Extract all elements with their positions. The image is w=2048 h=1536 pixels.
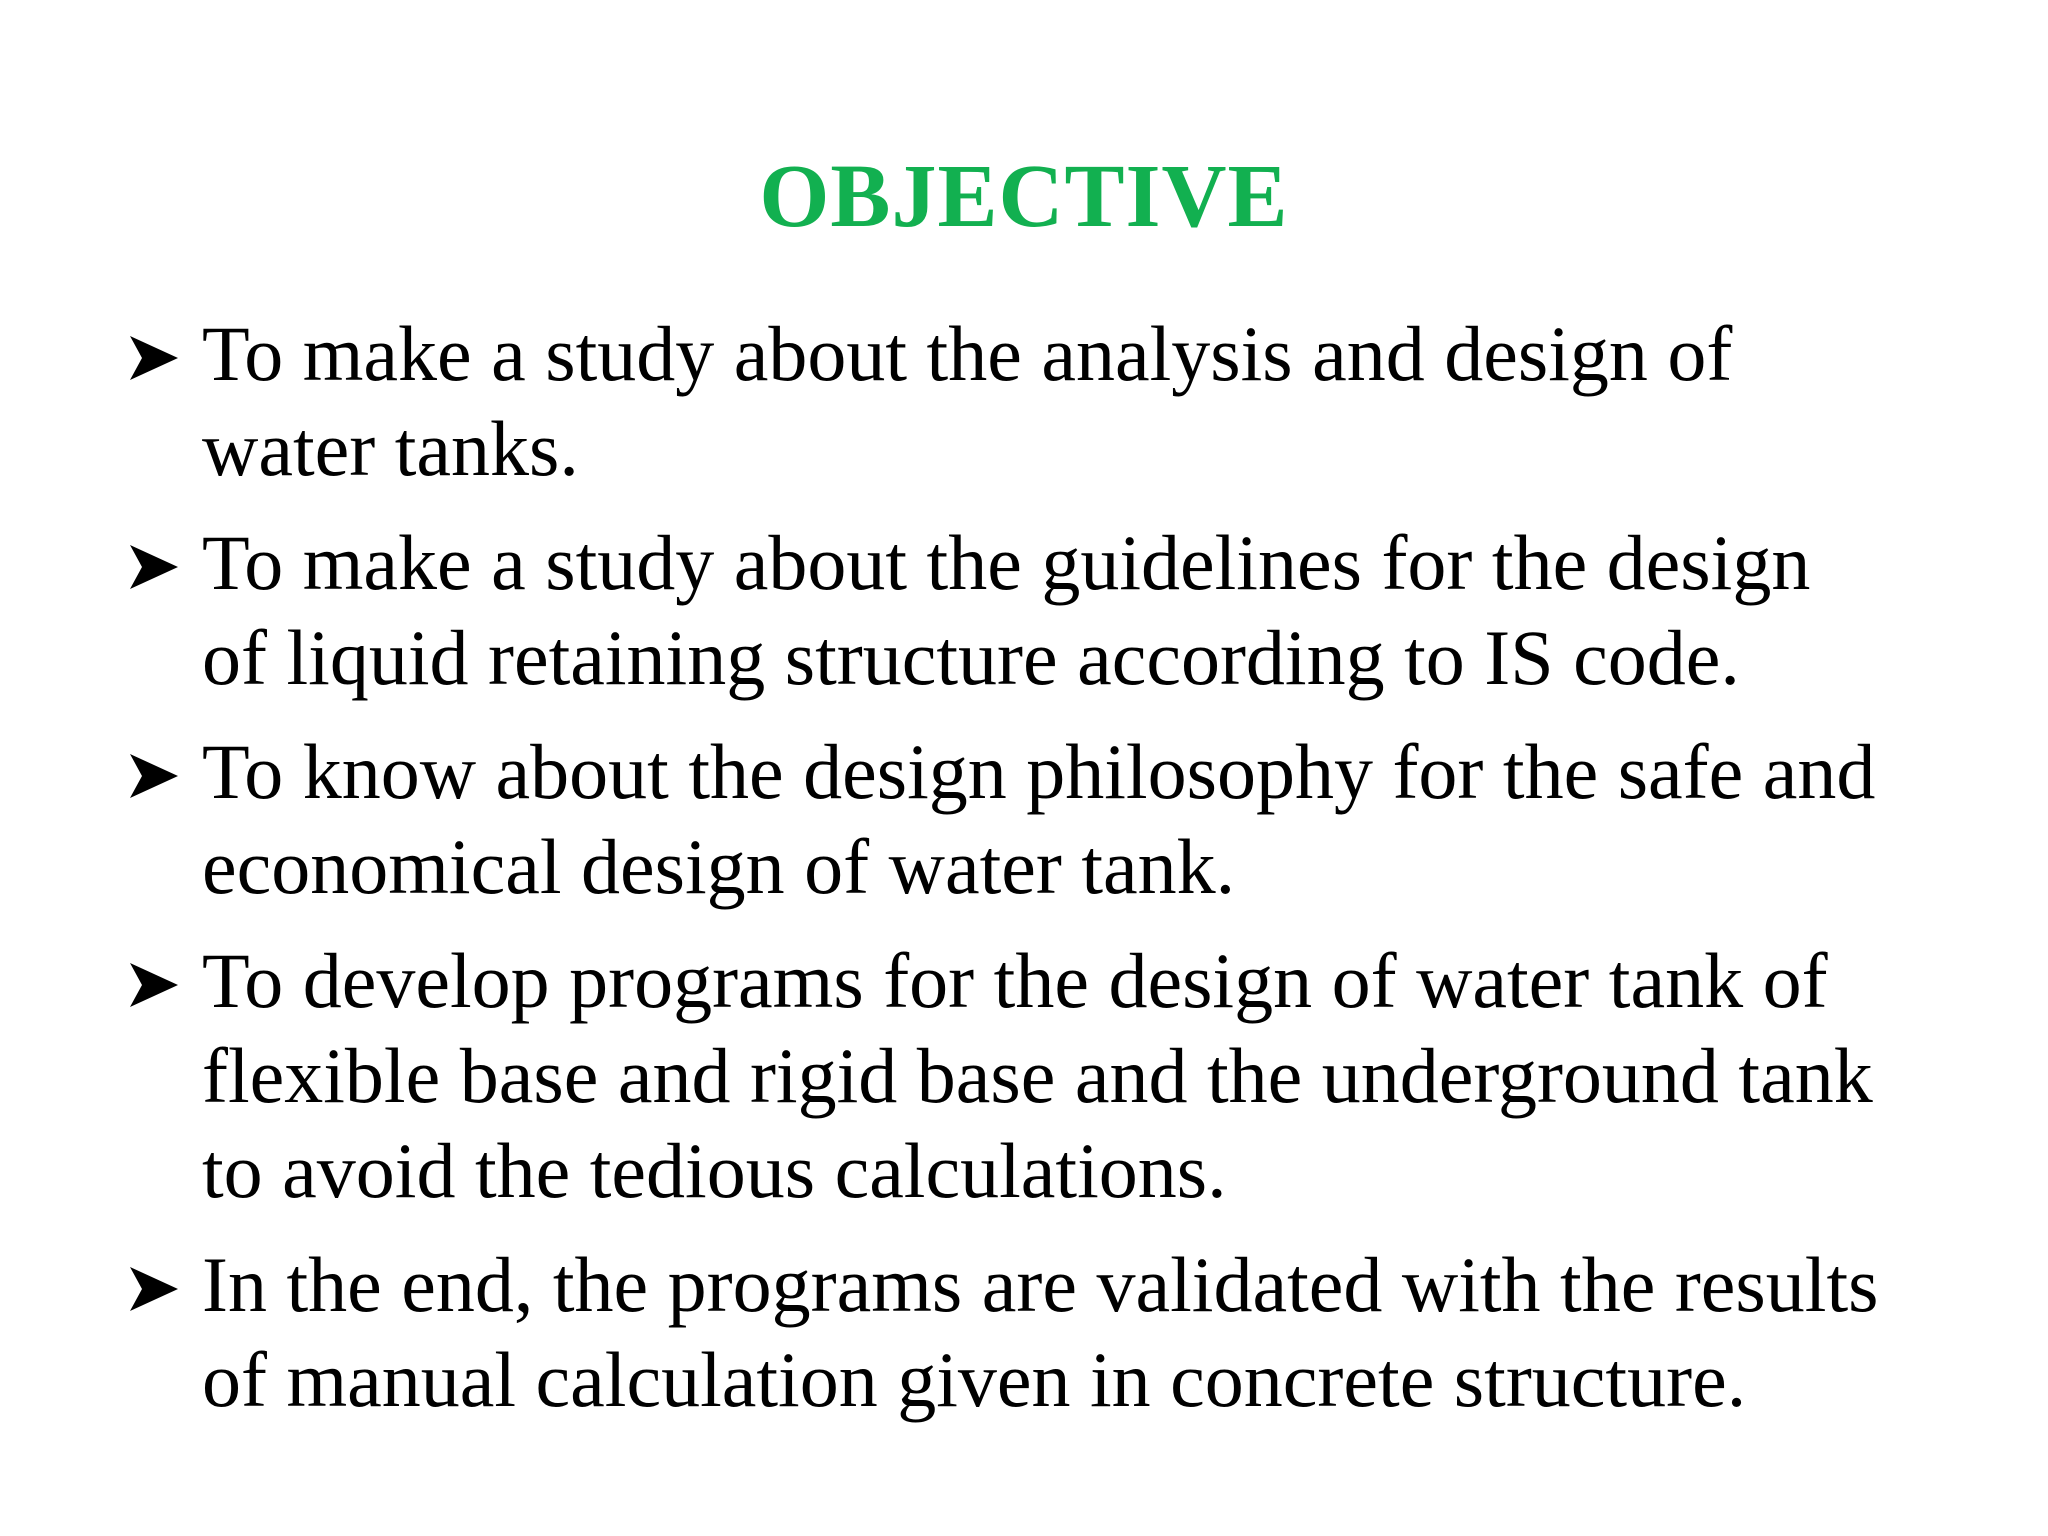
bullet-line: flexible base and rigid base and the underground tank xyxy=(202,1032,1873,1119)
bullet-line: To know about the design philosophy for the safe and xyxy=(202,728,1876,815)
bullet-line: To make a study about the guidelines for the design xyxy=(202,519,1811,606)
objective-list xyxy=(128,306,2008,1446)
bullet-line: In the end, the programs are validated with the results xyxy=(202,1241,1879,1328)
bullet-line: of liquid retaining structure according to IS code. xyxy=(202,614,1740,701)
bullet-item xyxy=(128,1237,2008,1427)
bullet-line: To make a study about the analysis and design of xyxy=(202,310,1733,397)
bullet-item xyxy=(128,306,2008,496)
bullet-line: water tanks. xyxy=(202,405,579,492)
arrowhead-bullet-icon xyxy=(128,543,180,591)
bullet-line: of manual calculation given in concrete structure. xyxy=(202,1336,1747,1423)
arrowhead-bullet-icon xyxy=(128,334,180,382)
arrowhead-bullet-icon xyxy=(128,752,180,800)
bullet-item xyxy=(128,724,2008,914)
bullet-item xyxy=(128,933,2008,1218)
bullet-line: economical design of water tank. xyxy=(202,823,1236,910)
bullet-item xyxy=(128,515,2008,705)
arrowhead-bullet-icon xyxy=(128,1265,180,1313)
arrowhead-bullet-icon xyxy=(128,961,180,1009)
slide-title: OBJECTIVE xyxy=(759,147,1289,246)
bullet-line: to avoid the tedious calculations. xyxy=(202,1127,1227,1214)
bullet-line: To develop programs for the design of water tank of xyxy=(202,937,1828,1024)
